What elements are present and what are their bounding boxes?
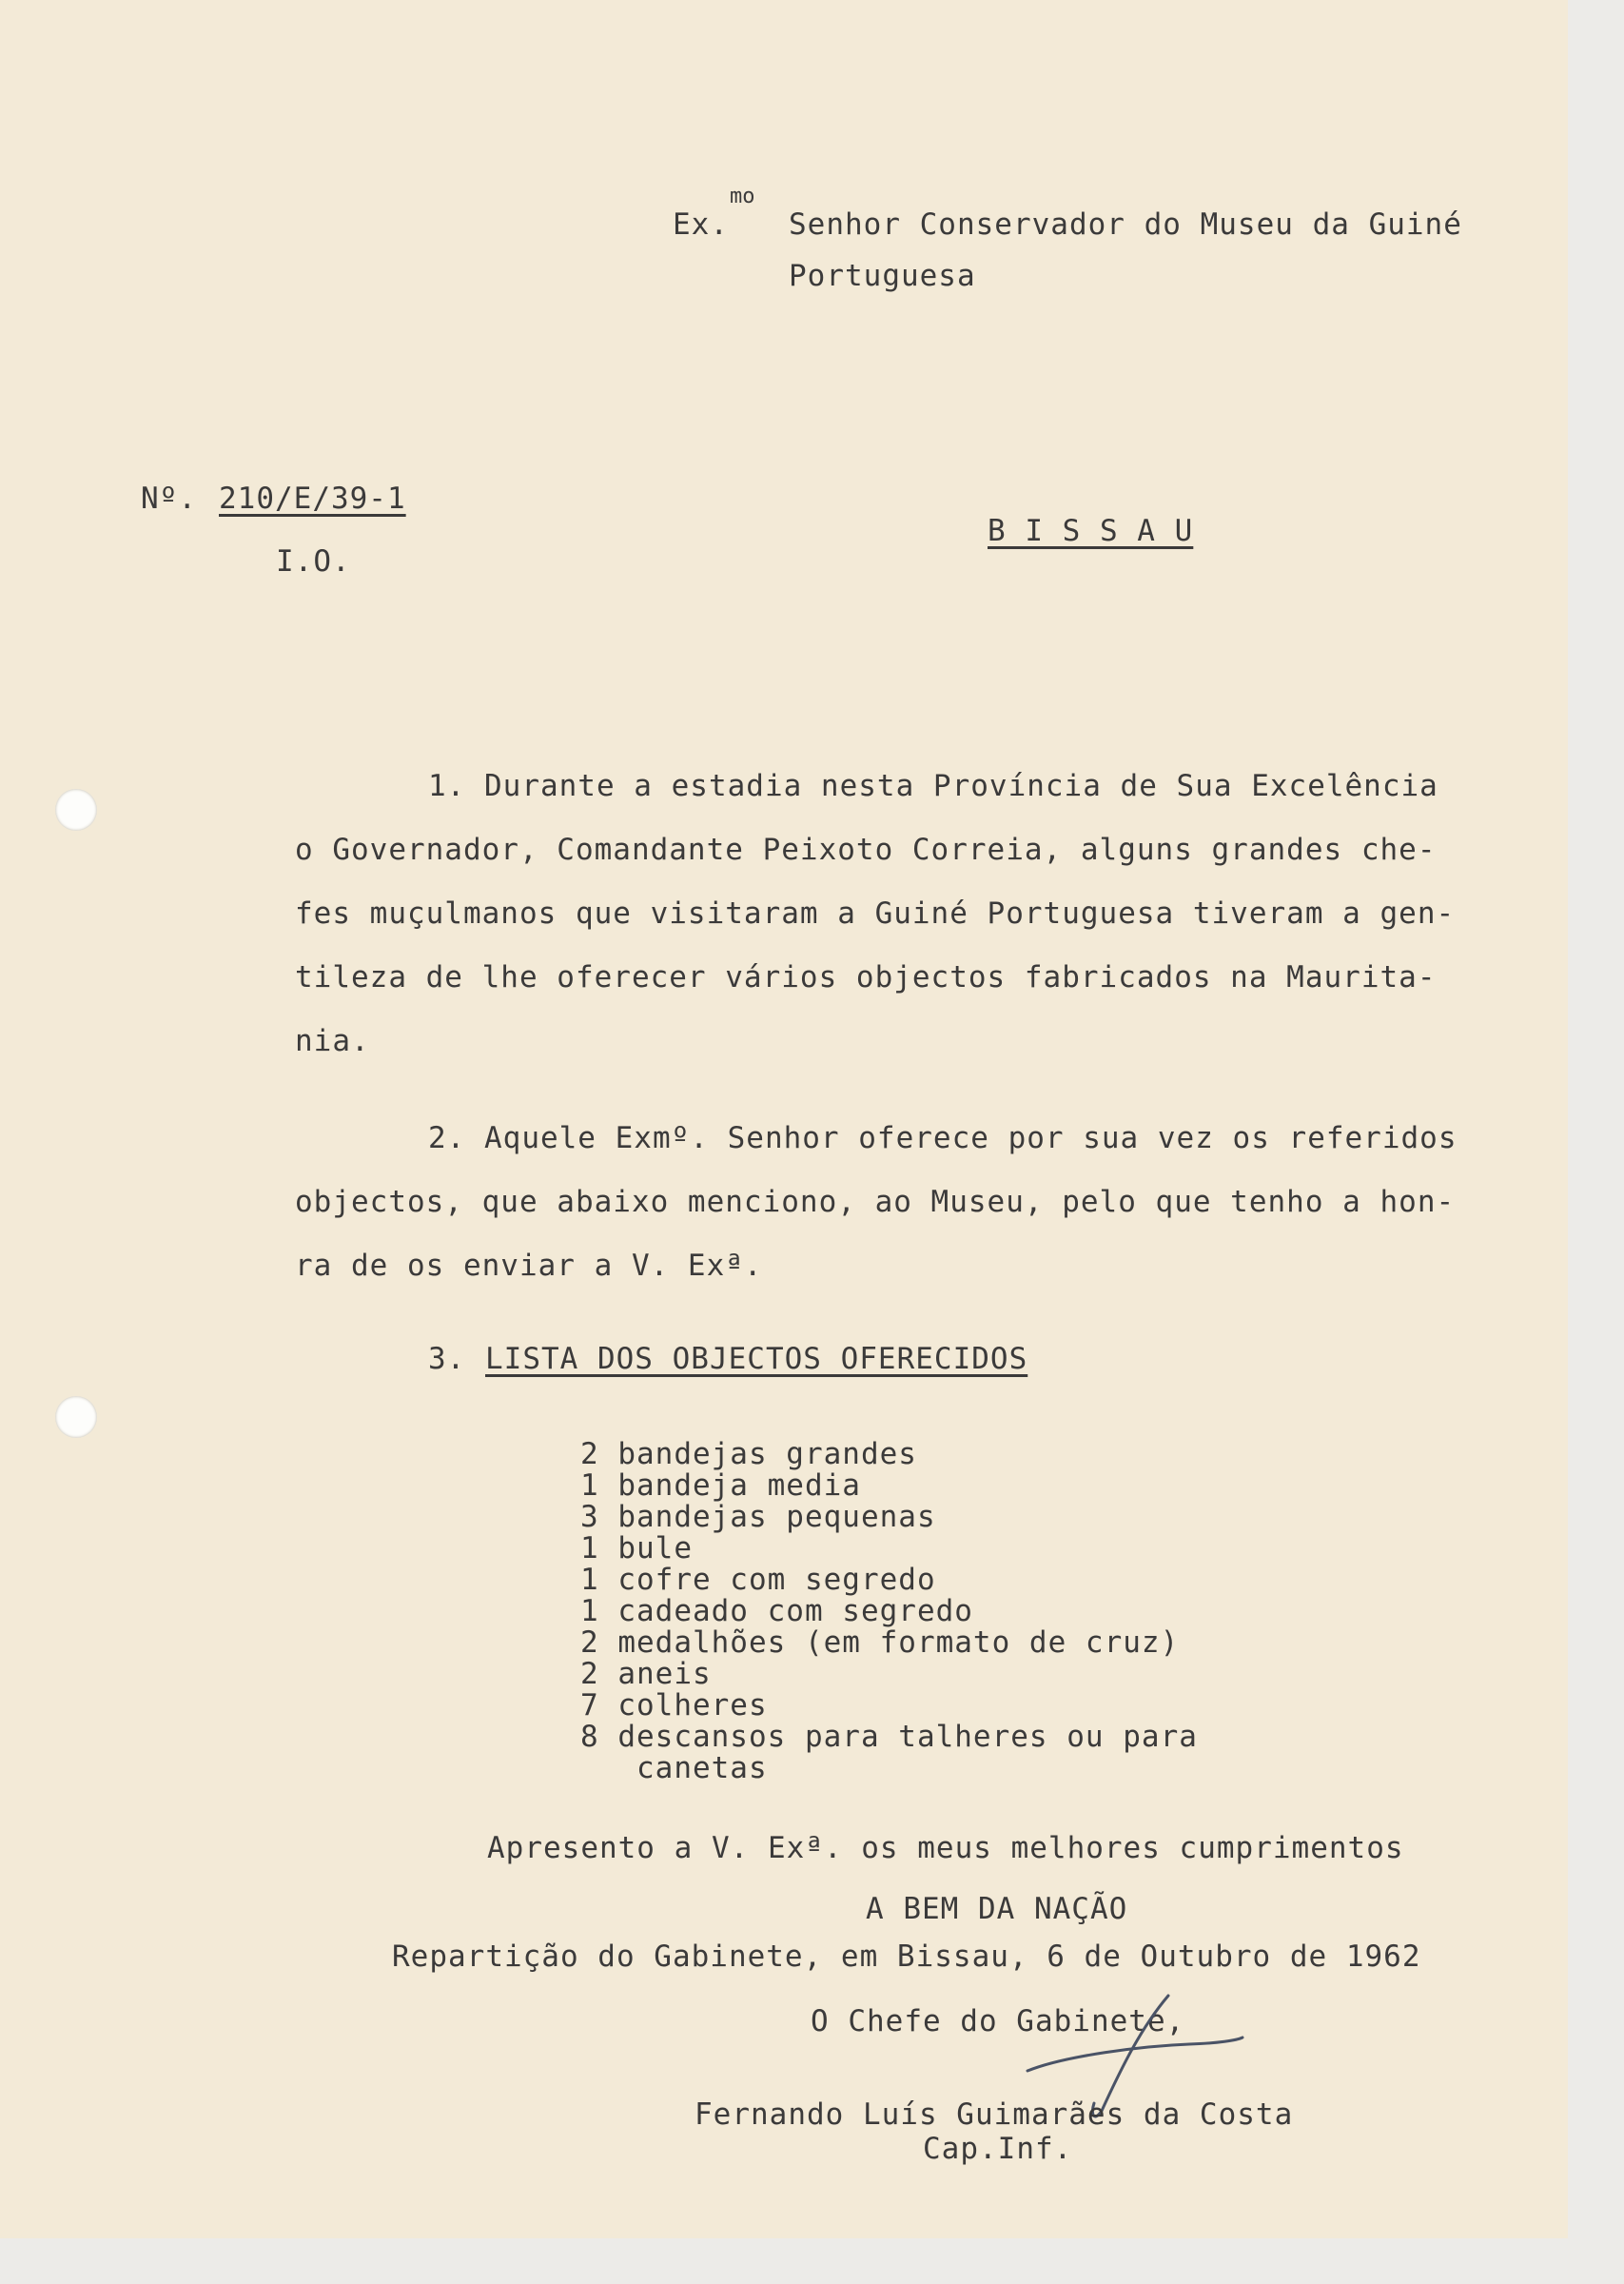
- paragraph-1-line-2: o Governador, Comandante Peixoto Correia, alguns grandes che-: [295, 833, 1437, 867]
- section-3-number: 3.: [428, 1342, 466, 1376]
- addressee-superscript: mo: [730, 185, 755, 208]
- list-item: 8 descansos para talheres ou para: [580, 1720, 1198, 1754]
- list-item: 3 bandejas pequenas: [580, 1500, 936, 1534]
- paragraph-2-line-2: objectos, que abaixo menciono, ao Museu, pelo que tenho a hon-: [295, 1185, 1456, 1219]
- paragraph-1-line-1: 1. Durante a estadia nesta Província de Sua Excelência: [428, 769, 1438, 803]
- list-item: 2 medalhões (em formato de cruz): [580, 1625, 1180, 1660]
- list-item: 2 bandejas grandes: [580, 1437, 917, 1471]
- addressee-prefix: Ex.: [673, 207, 729, 242]
- motto: A BEM DA NAÇÃO: [866, 1892, 1128, 1926]
- paragraph-2-line-1: 2. Aquele Exmº. Senhor oferece por sua vez os referidos: [428, 1121, 1458, 1155]
- list-item: 1 cadeado com segredo: [580, 1594, 973, 1628]
- paragraph-1-line-4: tileza de lhe oferecer vários objectos fabricados na Maurita-: [295, 960, 1437, 994]
- paragraph-1-line-5: nia.: [295, 1024, 370, 1058]
- reference-label: Nº.: [141, 482, 197, 516]
- signer-rank: Cap.Inf.: [923, 2132, 1073, 2166]
- addressee-line-2: Portuguesa: [789, 259, 976, 293]
- addressee-line-1: Senhor Conservador do Museu da Guiné: [789, 207, 1462, 242]
- section-3-title: LISTA DOS OBJECTOS OFERECIDOS: [485, 1342, 1028, 1376]
- signer-name: Fernando Luís Guimarães da Costa: [695, 2097, 1294, 2132]
- closing-line: Apresento a V. Exª. os meus melhores cumprimentos: [487, 1831, 1404, 1865]
- list-item: 7 colheres: [580, 1688, 768, 1723]
- reference-number: 210/E/39-1: [219, 482, 406, 516]
- reference-sub: I.O.: [276, 544, 351, 579]
- signer-role: O Chefe do Gabinete,: [811, 2004, 1185, 2038]
- list-item: canetas: [580, 1751, 768, 1785]
- dateline: Repartição do Gabinete, em Bissau, 6 de Outubro de 1962: [392, 1939, 1421, 1974]
- list-item: 1 bule: [580, 1531, 693, 1565]
- list-item: 1 cofre com segredo: [580, 1563, 936, 1597]
- list-item: 2 aneis: [580, 1657, 712, 1691]
- paragraph-2-line-3: ra de os enviar a V. Exª.: [295, 1249, 763, 1283]
- place-heading: B I S S A U: [988, 514, 1194, 548]
- paragraph-1-line-3: fes muçulmanos que visitaram a Guiné Portuguesa tiveram a gen-: [295, 896, 1456, 931]
- list-item: 1 bandeja media: [580, 1468, 861, 1503]
